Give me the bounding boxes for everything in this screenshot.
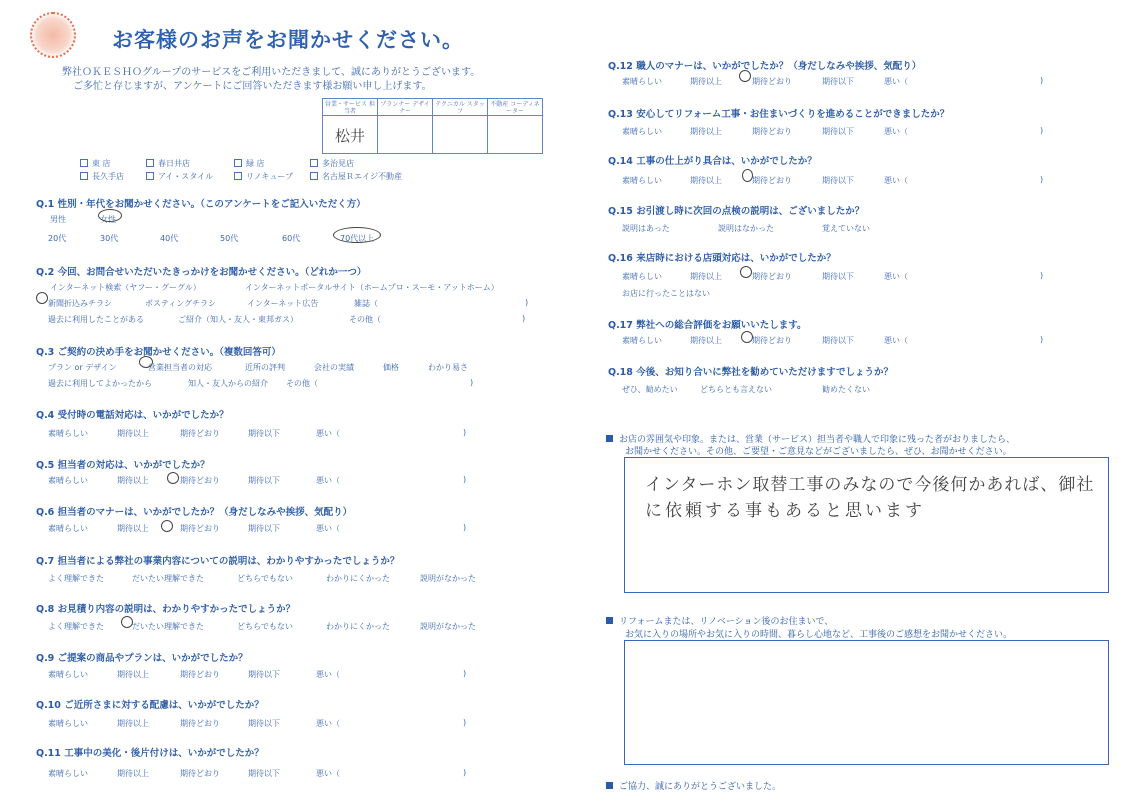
footer-thanks: ご協力、誠にありがとうございました。 (606, 779, 781, 792)
checkbox-icon (310, 172, 318, 180)
answer-option[interactable]: 素晴らしい (48, 670, 88, 679)
store-checkbox[interactable]: リノキューブ (234, 171, 293, 182)
right-question-6 (608, 317, 806, 331)
question-label: Q.10 ご近所さまに対する配慮は、いかがでしたか？ (36, 700, 264, 711)
answer-option[interactable]: 期待どおり (752, 176, 792, 185)
answer-option[interactable]: どちらとも言えない (700, 385, 772, 394)
staff-header-technical: テクニカル スタッフ (433, 99, 488, 116)
answer-option[interactable]: 新聞折込みチラシ (48, 299, 112, 308)
answer-option[interactable]: 期待どおり (180, 476, 220, 485)
answer-option[interactable]: プラン or デザイン (48, 363, 117, 372)
selection-circle-mark (333, 227, 381, 243)
answer-option[interactable]: 覚えていない (822, 224, 870, 233)
answer-option[interactable]: 期待以下 (248, 670, 280, 679)
bullet-square-icon (606, 617, 613, 624)
staff-realestate-name (488, 116, 543, 154)
answer-option[interactable]: 過去に利用したことがある (48, 315, 144, 324)
answer-option[interactable]: ) (463, 669, 467, 678)
question-label: Q.5 担当者の対応は、いかがでしたか？ (36, 460, 210, 471)
question-label: Q.6 担当者のマナーは、いかがでしたか？（身だしなみや挨拶、気配り） (36, 507, 353, 518)
answer-option[interactable]: 期待どおり (180, 769, 220, 778)
answer-option[interactable]: 素晴らしい (622, 127, 662, 136)
answer-option[interactable]: 価格 (383, 363, 399, 372)
question-label: Q.3 ご契約の決め手をお聞かせください。（複数回答可） (36, 347, 281, 358)
staff-table (322, 98, 543, 154)
intro-line-2: ご多忙と存じますが、アンケートにご回答いただきます様お願い申し上げます。 (73, 81, 432, 92)
checkbox-icon (234, 159, 242, 167)
answer-option[interactable]: 期待以下 (822, 77, 854, 86)
question-label: Q.7 担当者による弊社の事業内容についての説明は、わかりやすかったでしょうか？ (36, 556, 400, 567)
answer-option[interactable]: お店に行ったことはない (622, 289, 710, 298)
answer-option[interactable]: 期待以上 (690, 176, 722, 185)
question-label: Q.4 受付時の電話対応は、いかがでしたか？ (36, 410, 229, 421)
right-question-5 (608, 250, 836, 264)
staff-header-sales: 営業・サービス 担当者 (323, 99, 378, 116)
answer-option[interactable]: 説明はなかった (718, 224, 774, 233)
answer-option[interactable]: 期待どおり (180, 719, 220, 728)
answer-option[interactable]: ) (1040, 335, 1044, 344)
comment1-label: お店の雰囲気や印象。または、営業（サービス）担当者や職人で印象に残った者がおりましたら、 (606, 432, 1015, 445)
selection-circle-mark (139, 356, 153, 368)
answer-option[interactable]: インターネット広告 (247, 299, 319, 308)
comment1-handwriting-2: に依頼する事もあると思います (645, 501, 925, 521)
answer-option[interactable]: 60代 (282, 234, 301, 243)
answer-option[interactable]: インターネット検索（ヤフー・グーグル） (50, 283, 201, 292)
answer-option[interactable]: よく理解できた (48, 622, 104, 631)
answer-option[interactable]: ぜひ、勧めたい (622, 385, 678, 394)
checkbox-icon (234, 172, 242, 180)
selection-circle-mark (98, 209, 122, 222)
answer-option[interactable]: どちらでもない (237, 622, 293, 631)
answer-option[interactable]: 勧めたくない (822, 385, 870, 394)
answer-option[interactable]: 期待以下 (822, 127, 854, 136)
answer-option[interactable]: ご紹介（知人・友人・東邦ガス） (178, 315, 298, 324)
answer-option[interactable]: 悪い（ (316, 769, 340, 778)
store-checkbox[interactable]: 名古屋Ｒエイジ不動産 (310, 171, 402, 182)
answer-option[interactable]: インターネットポータルサイト（ホームプロ・スーモ・アットホーム） (245, 283, 499, 292)
store-checkbox[interactable]: 長久手店 (80, 171, 124, 182)
answer-option[interactable]: 期待以上 (690, 77, 722, 86)
answer-option[interactable]: 悪い（ (884, 176, 908, 185)
comment2-textarea[interactable] (624, 640, 1109, 765)
answer-option[interactable]: 素晴らしい (622, 336, 662, 345)
answer-option[interactable]: ) (463, 523, 467, 532)
answer-option[interactable]: 過去に利用してよかったから (48, 379, 152, 388)
answer-option[interactable]: ) (1040, 271, 1044, 280)
left-question-6 (36, 504, 352, 518)
answer-option[interactable]: わかり易さ (428, 363, 468, 372)
staff-header-realestate: 不動産 コーディネーター (488, 99, 543, 116)
answer-option[interactable]: だいたい理解できた (132, 622, 204, 631)
answer-option[interactable]: 期待以下 (248, 524, 280, 533)
answer-option[interactable]: 雑誌（ (354, 299, 378, 308)
question-label: Q.18 今後、お知り合いに弊社を勧めていただけますでしょうか？ (608, 367, 893, 378)
answer-option[interactable]: 素晴らしい (48, 429, 88, 438)
answer-option[interactable]: 会社の実績 (314, 363, 354, 372)
right-question-1 (608, 58, 921, 72)
answer-option[interactable]: 期待以上 (117, 476, 149, 485)
answer-option[interactable]: 期待以上 (690, 336, 722, 345)
answer-option[interactable]: 悪い（ (316, 476, 340, 485)
answer-option[interactable]: ) (470, 378, 474, 387)
answer-option[interactable]: ) (463, 718, 467, 727)
answer-option[interactable]: どちらでもない (237, 574, 293, 583)
answer-option[interactable]: 説明はあった (622, 224, 670, 233)
answer-option[interactable]: 期待以下 (248, 429, 280, 438)
left-question-7 (36, 553, 399, 567)
answer-option[interactable]: 悪い（ (884, 336, 908, 345)
selection-circle-mark (161, 520, 173, 532)
answer-option[interactable]: ) (463, 768, 467, 777)
bullet-square-icon (606, 435, 613, 442)
answer-option[interactable]: 期待以上 (690, 127, 722, 136)
question-label: Q.16 来店時における店頭対応は、いかがでしたか？ (608, 253, 836, 264)
question-label: Q.11 工事中の美化・後片付けは、いかがでしたか？ (36, 748, 264, 759)
answer-option[interactable]: その他（ (349, 315, 381, 324)
answer-option[interactable]: ) (522, 314, 526, 323)
answer-option[interactable]: 40代 (160, 234, 179, 243)
answer-option[interactable]: 期待以上 (117, 429, 149, 438)
answer-option[interactable]: わかりにくかった (326, 622, 390, 631)
company-seal-logo (30, 12, 76, 58)
comment1-label-line2: お聞かせください。その他、ご要望・ご意見などがございましたら、ぜひ、お聞かせください。 (625, 447, 1012, 457)
answer-option[interactable]: 期待以上 (117, 719, 149, 728)
question-label: Q.13 安心してリフォーム工事・お住まいづくりを進めることができましたか？ (608, 109, 950, 120)
store-checkbox[interactable]: 多治見店 (310, 158, 354, 169)
answer-option[interactable]: ) (1040, 76, 1044, 85)
answer-option[interactable]: ) (525, 298, 529, 307)
answer-option[interactable]: 期待以上 (690, 272, 722, 281)
left-question-11 (36, 745, 264, 759)
answer-option[interactable]: 期待以上 (117, 524, 149, 533)
right-question-4 (608, 203, 864, 217)
answer-option[interactable]: 50代 (220, 234, 239, 243)
answer-option[interactable]: 説明がなかった (420, 574, 476, 583)
answer-option[interactable]: 悪い（ (884, 127, 908, 136)
checkbox-icon (310, 159, 318, 167)
answer-option[interactable]: 素晴らしい (48, 524, 88, 533)
answer-option[interactable]: 期待どおり (752, 77, 792, 86)
answer-option[interactable]: 30代 (100, 234, 119, 243)
answer-option[interactable]: 期待以下 (248, 769, 280, 778)
left-question-1 (36, 196, 366, 210)
question-label: Q.9 ご提案の商品やプランは、いかがでしたか？ (36, 653, 248, 664)
answer-option[interactable]: よく理解できた (48, 574, 104, 583)
left-question-4 (36, 407, 229, 421)
answer-option[interactable]: ) (1040, 126, 1044, 135)
bullet-square-icon (606, 782, 613, 789)
question-label: Q.17 弊社への総合評価をお願いいたします。 (608, 320, 807, 331)
answer-option[interactable]: 営業担当者の対応 (148, 363, 212, 372)
answer-option[interactable]: 女性 (100, 215, 116, 224)
store-checkbox[interactable]: 春日井店 (146, 158, 190, 169)
store-checkbox-checked[interactable]: アイ・スタイル (146, 171, 213, 182)
answer-option[interactable]: 知人・友人からの紹介 (188, 379, 268, 388)
store-checkbox[interactable]: 緑 店 (234, 158, 265, 169)
answer-option[interactable]: 近所の評判 (245, 363, 285, 372)
answer-option[interactable]: 期待どおり (752, 272, 792, 281)
question-label: Q.14 工事の仕上がり具合は、いかがでしたか？ (608, 156, 817, 167)
comment2-label-line2: お気に入りの場所やお気に入りの時間、暮らし心地など、工事後のご感想をお聞かせください。 (625, 630, 1013, 640)
comment1-textarea[interactable] (624, 457, 1109, 593)
answer-option[interactable]: 悪い（ (316, 719, 340, 728)
answer-option[interactable]: 期待どおり (752, 127, 792, 136)
answer-option[interactable]: 期待以下 (822, 176, 854, 185)
answer-option[interactable]: 素晴らしい (48, 769, 88, 778)
page-title: お客様のお声をお聞かせください。 (112, 28, 464, 52)
question-label: Q.15 お引渡し時に次回の点検の説明は、ございましたか？ (608, 206, 865, 217)
answer-option[interactable]: 説明がなかった (420, 622, 476, 631)
answer-option[interactable]: わかりにくかった (326, 574, 390, 583)
answer-option[interactable]: ) (463, 428, 467, 437)
answer-option[interactable]: 悪い（ (316, 670, 340, 679)
answer-option[interactable]: ) (463, 475, 467, 484)
store-checkbox[interactable]: 東 店 (80, 158, 111, 169)
right-question-2 (608, 106, 949, 120)
question-label: Q.2 今回、お問合せいただいたきっかけをお聞かせください。（どれか一つ） (36, 267, 367, 278)
answer-option[interactable]: 70代以上 (340, 234, 375, 243)
answer-option[interactable]: 期待以下 (248, 719, 280, 728)
answer-option[interactable]: 悪い（ (316, 524, 340, 533)
answer-option[interactable]: 期待以上 (117, 769, 149, 778)
comment2-label: リフォームまたは、リノベーション後のお住まいで、 (606, 614, 833, 627)
answer-option[interactable]: 素晴らしい (48, 719, 88, 728)
answer-option[interactable]: 期待どおり (180, 429, 220, 438)
intro-line-1: 弊社ＯＫＥＳＨＯグループのサービスをご利用いただきまして、誠にありがとうございます。 (62, 67, 481, 78)
left-question-9 (36, 650, 248, 664)
question-label: Q.12 職人のマナーは、いかがでしたか？（身だしなみや挨拶、気配り） (608, 61, 922, 72)
question-label: Q.1 性別・年代をお聞かせください。（このアンケートをご記入いただく方） (36, 199, 366, 210)
right-question-3 (608, 153, 817, 167)
answer-option[interactable]: 期待どおり (180, 524, 220, 533)
selection-circle-mark (121, 616, 133, 628)
answer-option[interactable]: 期待どおり (752, 336, 792, 345)
question-label: Q.8 お見積り内容の説明は、わかりやすかったでしょうか？ (36, 604, 296, 615)
selection-circle-mark (741, 331, 753, 343)
checkbox-icon (80, 159, 88, 167)
answer-option[interactable]: ) (1040, 175, 1044, 184)
answer-option[interactable]: 素晴らしい (622, 77, 662, 86)
answer-option[interactable]: 期待以下 (822, 272, 854, 281)
left-question-3 (36, 344, 281, 358)
left-question-2 (36, 264, 366, 278)
answer-option[interactable]: 悪い（ (316, 429, 340, 438)
checkbox-icon (146, 159, 154, 167)
answer-option[interactable]: 期待以下 (822, 336, 854, 345)
answer-option[interactable]: 悪い（ (884, 77, 908, 86)
right-question-7 (608, 364, 893, 378)
answer-option[interactable]: 期待どおり (180, 670, 220, 679)
answer-option[interactable]: 素晴らしい (622, 272, 662, 281)
answer-option[interactable]: ポスティングチラシ (145, 299, 217, 308)
staff-planner-name (378, 116, 433, 154)
checkbox-icon (80, 172, 88, 180)
left-question-5 (36, 457, 210, 471)
answer-option[interactable]: 期待以下 (248, 476, 280, 485)
checkmark-icon (146, 172, 154, 180)
left-question-10 (36, 697, 264, 711)
answer-option[interactable]: 素晴らしい (48, 476, 88, 485)
answer-option[interactable]: 20代 (48, 234, 67, 243)
selection-circle-mark (740, 266, 752, 278)
comment1-handwriting-1: インターホン取替工事のみなので今後何かあれば、御社 (645, 475, 1095, 495)
answer-option[interactable]: 期待以上 (117, 670, 149, 679)
staff-technical-name (433, 116, 488, 154)
staff-header-planner: プランナー デザイナー (378, 99, 433, 116)
answer-option[interactable]: 素晴らしい (622, 176, 662, 185)
selection-circle-mark (739, 70, 751, 82)
answer-option[interactable]: だいたい理解できた (132, 574, 204, 583)
answer-option[interactable]: 男性 (50, 215, 66, 224)
left-question-8 (36, 601, 295, 615)
answer-option[interactable]: 悪い（ (884, 272, 908, 281)
selection-circle-mark (167, 472, 179, 484)
staff-sales-name: 松井 (323, 116, 378, 154)
selection-circle-mark (36, 292, 48, 304)
answer-option[interactable]: その他（ (286, 379, 318, 388)
selection-circle-mark (742, 169, 753, 182)
